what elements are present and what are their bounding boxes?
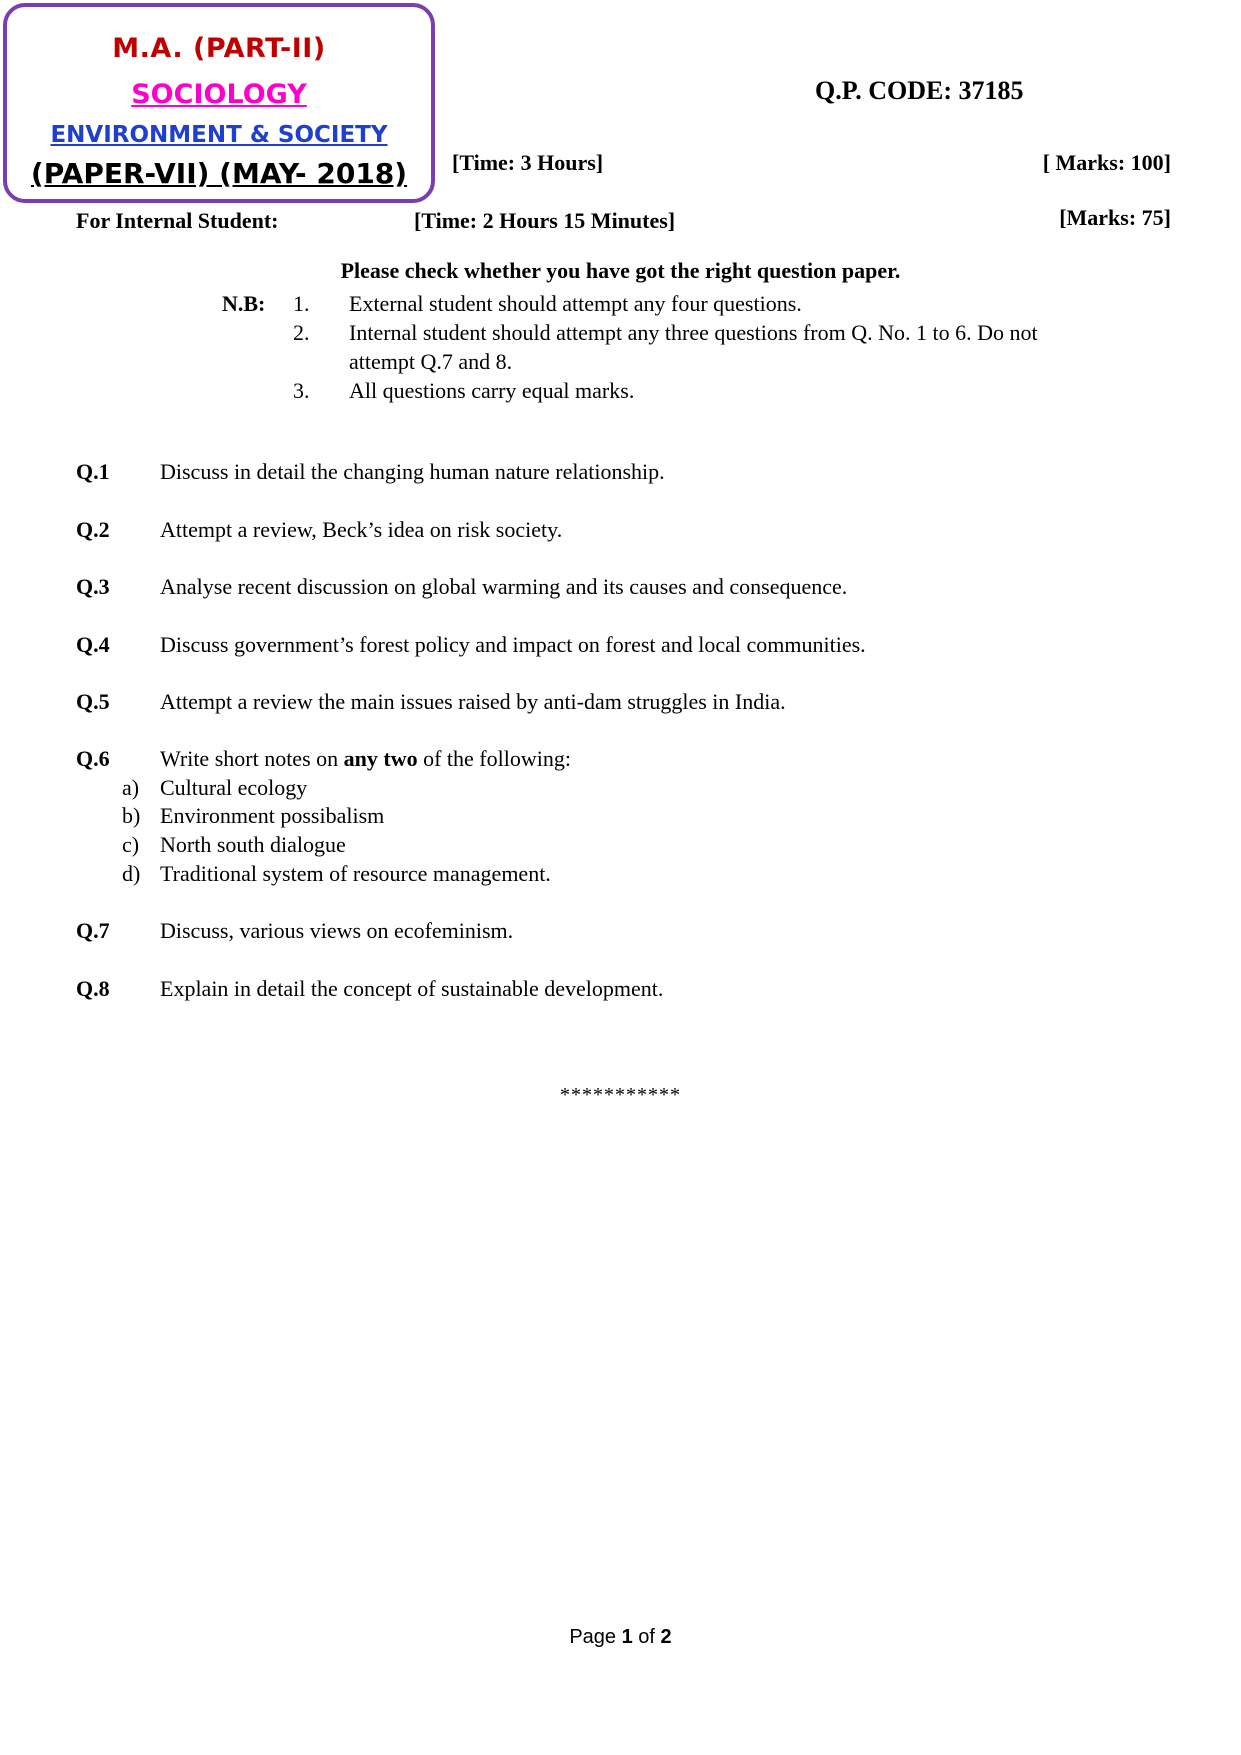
question-text: Discuss, various views on ecofeminism. (160, 918, 514, 943)
internal-marks: [Marks: 75] (1059, 205, 1171, 230)
question-number: Q.8 (76, 976, 110, 1001)
question-number: Q.7 (76, 918, 110, 943)
external-time: [Time: 3 Hours] (452, 150, 604, 175)
question-text-part: Write short notes on (160, 746, 344, 771)
external-marks: [ Marks: 100] (1042, 150, 1171, 175)
question-number: Q.1 (76, 459, 110, 484)
option-text: North south dialogue (160, 832, 346, 857)
option-letter: b) (122, 803, 141, 828)
option-text: Cultural ecology (160, 775, 308, 800)
internal-student-label: For Internal Student: (76, 208, 279, 233)
option-letter: d) (122, 861, 141, 886)
option-letter: a) (122, 775, 140, 800)
badge-paper-title: ENVIRONMENT & SOCIETY (50, 122, 388, 148)
footer-total-pages: 2 (660, 1626, 672, 1648)
nb-item-number: 1. (293, 291, 310, 316)
question-text-part: of the following: (417, 746, 571, 771)
nb-item-text-continued: attempt Q.7 and 8. (349, 349, 513, 374)
footer-prefix: Page (569, 1626, 622, 1648)
nb-label: N.B: (222, 291, 266, 316)
page-footer (0, 1626, 1241, 1649)
badge-paper-number: (PAPER-VII) (MAY- 2018) (30, 157, 408, 190)
check-notice: Please check whether you have got the right question paper. (340, 258, 901, 283)
title-badge (3, 3, 435, 203)
internal-time: [Time: 2 Hours 15 Minutes] (414, 208, 676, 233)
nb-item-number: 3. (293, 378, 310, 403)
question-number: Q.4 (76, 632, 110, 657)
nb-item-number: 2. (293, 320, 310, 345)
question-text-emphasis: any two (343, 746, 418, 771)
nb-item-text: External student should attempt any four questions. (349, 291, 802, 316)
nb-item-text: Internal student should attempt any three questions from Q. No. 1 to 6. Do not (349, 320, 1038, 345)
end-marker: *********** (560, 1084, 681, 1106)
question-text (160, 746, 571, 772)
question-number: Q.5 (76, 689, 110, 714)
question-number: Q.6 (76, 746, 110, 771)
question-text: Attempt a review, Beck’s idea on risk society. (160, 517, 563, 542)
question-text: Discuss in detail the changing human nature relationship. (160, 459, 665, 484)
badge-course: M.A. (PART-II) (112, 33, 326, 64)
footer-current-page: 1 (621, 1626, 633, 1648)
question-text: Discuss government’s forest policy and impact on forest and local communities. (160, 632, 866, 657)
option-text: Traditional system of resource management. (160, 861, 551, 886)
nb-item-text: All questions carry equal marks. (349, 378, 635, 403)
qp-code: Q.P. CODE: 37185 (815, 76, 1024, 105)
option-text: Environment possibalism (160, 803, 385, 828)
question-number: Q.2 (76, 517, 110, 542)
question-text: Explain in detail the concept of sustainable development. (160, 976, 664, 1001)
badge-subject: SOCIOLOGY (131, 79, 307, 110)
question-number: Q.3 (76, 574, 110, 599)
footer-middle: of (632, 1626, 661, 1648)
question-text: Attempt a review the main issues raised by anti-dam struggles in India. (160, 689, 786, 714)
option-letter: c) (122, 832, 140, 857)
question-text: Analyse recent discussion on global warming and its causes and consequence. (160, 574, 848, 599)
